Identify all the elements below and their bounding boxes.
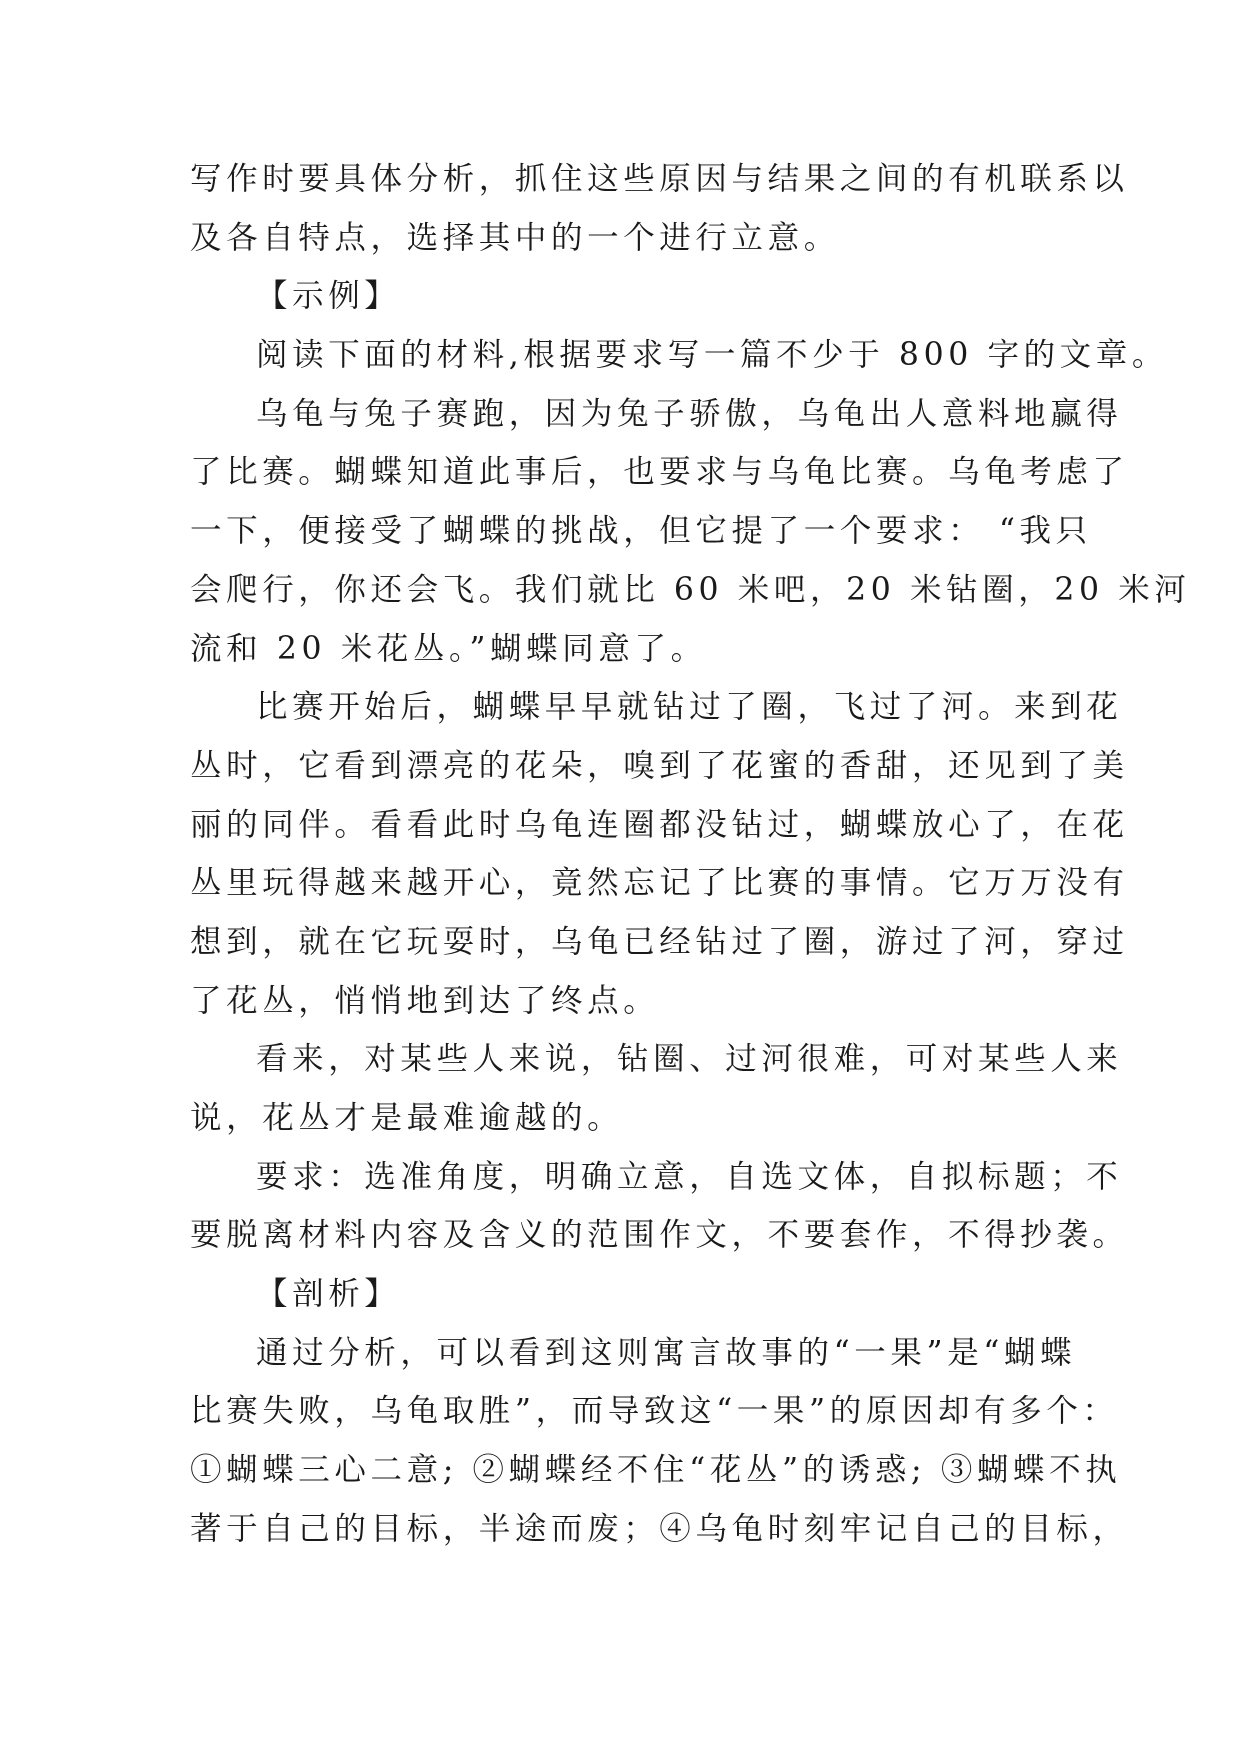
text-line: 及各自特点，选择其中的一个进行立意。: [190, 219, 840, 256]
text-line: 阅读下面的材料,根据要求写一篇不少于 800 字的文章。: [256, 337, 1168, 374]
text-line: 比赛开始后，蝴蝶早早就钻过了圈，飞过了河。来到花: [256, 689, 1123, 726]
text-line: 要脱离材料内容及含义的范围作文，不要套作，不得抄袭。: [190, 1217, 1129, 1254]
text-line: 比赛失败，乌龟取胜”，而导致这“一果”的原因却有多个：: [190, 1393, 1119, 1430]
text-line: 了比赛。蝴蝶知道此事后，也要求与乌龟比赛。乌龟考虑了: [190, 454, 1129, 491]
text-line: 丛里玩得越来越开心，竟然忘记了比赛的事情。它万万没有: [190, 865, 1129, 902]
text-line: 了花丛，悄悄地到达了终点。: [190, 982, 660, 1019]
document-body: [190, 150, 1191, 1559]
text-line: 丽的同伴。看看此时乌龟连圈都没钻过，蝴蝶放心了，在花: [190, 806, 1129, 843]
text-line: 写作时要具体分析，抓住这些原因与结果之间的有机联系以: [190, 161, 1129, 197]
text-line: 著于自己的目标，半途而废；④乌龟时刻牢记自己的目标，: [190, 1510, 1129, 1547]
text-line: 【剖析】: [256, 1276, 401, 1313]
text-line: 要求：选准角度，明确立意，自选文体，自拟标题；不: [256, 1158, 1123, 1195]
text-line: 想到，就在它玩耍时，乌龟已经钻过了圈，游过了河，穿过: [190, 923, 1129, 960]
text-line: 会爬行，你还会飞。我们就比 60 米吧，20 米钻圈，20 米河: [190, 571, 1191, 608]
text-line: 说，花丛才是最难逾越的。: [190, 1100, 624, 1136]
text-line: 通过分析，可以看到这则寓言故事的“一果”是“蝴蝶: [256, 1334, 1077, 1371]
text-line: 丛时，它看到漂亮的花朵，嗅到了花蜜的香甜，还见到了美: [190, 747, 1129, 784]
text-line: ①蝴蝶三心二意; ②蝴蝶经不住“花丛”的诱惑; ③蝴蝶不执: [190, 1452, 1122, 1489]
text-line: 【示例】: [256, 278, 401, 315]
text-line: 流和 20 米花丛。”蝴蝶同意了。: [190, 630, 707, 667]
text-line: 看来，对某些人来说，钻圈、过河很难，可对某些人来: [256, 1041, 1123, 1078]
text-line: 乌龟与兔子赛跑，因为兔子骄傲，乌龟出人意料地赢得: [256, 395, 1123, 432]
text-line: 一下，便接受了蝴蝶的挑战，但它提了一个要求： “我只: [190, 513, 1092, 550]
